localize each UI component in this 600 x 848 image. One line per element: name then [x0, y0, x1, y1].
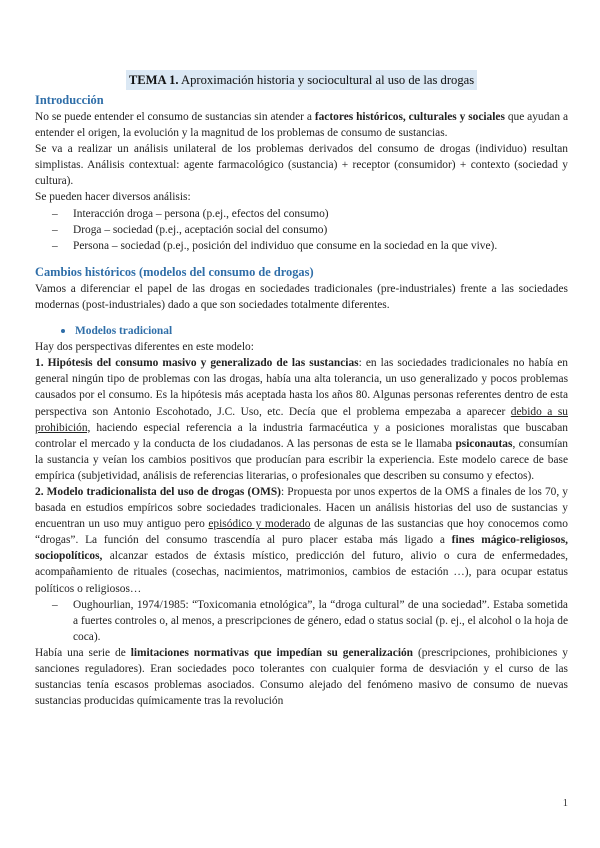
page-number: 1 — [562, 798, 568, 809]
modelos-bullet-label: Modelos tradicional — [75, 325, 173, 338]
oughourlian-list — [35, 597, 568, 645]
intro-p1-text-c: que ayudan a entender el origen, la evolución y la magnitud de los problemas de consumo de sustancias. — [35, 111, 568, 140]
cambios-paragraph: Vamos a diferenciar el papel de las drogas en sociedades tradicionales (pre-industriales) frente a las sociedades modernas (post-industriales) dado a que son sociedades totalmente diferentes. — [35, 282, 568, 311]
modelo-oms-text-b: de algunas de las sustancias que hoy conocemos como “drogas”. La función del consumo trascendía al puro placer estaba más ligado a — [35, 518, 568, 547]
modelo-oms-paragraph — [35, 484, 568, 597]
limitaciones-text-b: (prescripciones, prohibiciones y sanciones reguladores). Eran sociedades poco tolerantes con cualquier forma de desviación y el curso de las sustancias tenía escasos problemas asociados. Consumo alejado del fenómeno masivo de consumo de nuevas sustancias producidas químicamente tras la revolución — [35, 646, 568, 708]
analysis-list — [35, 206, 568, 254]
modelos-bullet — [35, 323, 568, 339]
list-item: – Droga – sociedad (p.ej., aceptación social del consumo) — [35, 222, 568, 238]
intro-heading: Introducción — [35, 93, 104, 107]
cambios-heading: Cambios históricos (modelos del consumo de drogas) — [35, 264, 314, 279]
modelo-oms-underlined: episódico y moderado — [208, 518, 311, 531]
intro-paragraph-1 — [35, 109, 568, 141]
title-rest: Aproximación historia y sociocultural al uso de las drogas — [178, 73, 475, 87]
hipotesis-text-b: haciendo especial referencia a la industria farmacéutica y a posiciones moralistas que buscaban controlar el mercado y la conducta de los ciudadanos. A las personas de esta se le llamaba — [35, 421, 568, 450]
modelo-oms-heading: 2. Modelo tradicionalista del uso de drogas (OMS) — [35, 485, 281, 498]
list-item: – Oughourlian, 1974/1985: “Toxicomania etnológica”, la “droga cultural” de una sociedad”. Estaba sometida a fuertes controles o, al menos, a prescripciones de género, edad o status social (p. ej., el alcohol o la hoja de coca). — [35, 597, 568, 645]
hipotesis-paragraph — [35, 355, 568, 484]
hipotesis-underlined: debido a su prohibición, — [35, 405, 568, 434]
list-item: – Persona – sociedad (p.ej., posición del individuo que consume en la sociedad en la que vive). — [35, 238, 568, 254]
intro-p1-text-a: No se puede entender el consumo de sustancias sin atender a — [35, 111, 315, 123]
limitaciones-text-a: Había una serie de — [35, 646, 131, 659]
intro-paragraph-3: Se pueden hacer diversos análisis: — [35, 191, 191, 204]
modelos-intro: Hay dos perspectivas diferentes en este modelo: — [35, 341, 254, 354]
list-item: – Interacción droga – persona (p.ej., efectos del consumo) — [35, 206, 568, 222]
title-block — [35, 70, 568, 90]
psiconautas-term: psiconautas — [455, 437, 513, 450]
limitaciones-paragraph — [35, 645, 568, 709]
hipotesis-heading: 1. Hipótesis del consumo masivo y generalizado de las sustancias — [35, 357, 359, 370]
title-bold: TEMA 1. — [128, 73, 179, 87]
fines-term: fines mágico-religiosos, sociopolíticos, — [35, 534, 568, 563]
modelo-oms-text-c: alcanzar estados de éxtasis místico, predicción del futuro, alivio o cura de enfermedades, acompañamiento de rituales (cosechas, nacimientos, matrimonios, cambios de estación …), para ocupar estatus políticos o religiosos… — [35, 550, 568, 595]
intro-p1-bold: factores históricos, culturales y sociales — [314, 111, 505, 123]
limitaciones-bold: limitaciones normativas que impedían su generalización — [130, 646, 414, 659]
hipotesis-text-a: : en las sociedades tradicionales no había en general ningún tipo de problemas con las drogas, había una alta tolerancia, un uso generalizado y pocos problemas causados por el consumo. Es la hipótesis más aceptada hasta los años 80. Algunas personas referentes dentro de esta perspectiva son Antonio Escohotado, J.C. Uso, etc. Decía que el problema empezaba a aparecer — [35, 357, 568, 418]
modelo-oms-text-a: : Propuesta por unos expertos de la OMS a finales de los 70, y basada en estudios empíricos sobre sociedades tradicionales. Hacen un análisis historias del uso de sustancias y encuentran un uso muy antiguo pero — [35, 485, 568, 531]
hipotesis-text-c: , consumían la sustancia y veían los cambios positivos que producían para escribir la experiencia. Este modelo carece de base empírica (subjetividad, análisis de referencias literarias, o profesionales que describen su consumo y efectos). — [35, 437, 568, 482]
intro-paragraph-2: Se va a realizar un análisis unilateral de los problemas derivados del consumo de drogas (individuo) resultan simplistas. Análisis contextual: agente farmacológico (sustancia) + receptor (consumidor) + contexto (sociedad y cultura). — [35, 143, 568, 188]
bullet-dot-icon — [61, 329, 65, 333]
page-title — [126, 70, 477, 90]
